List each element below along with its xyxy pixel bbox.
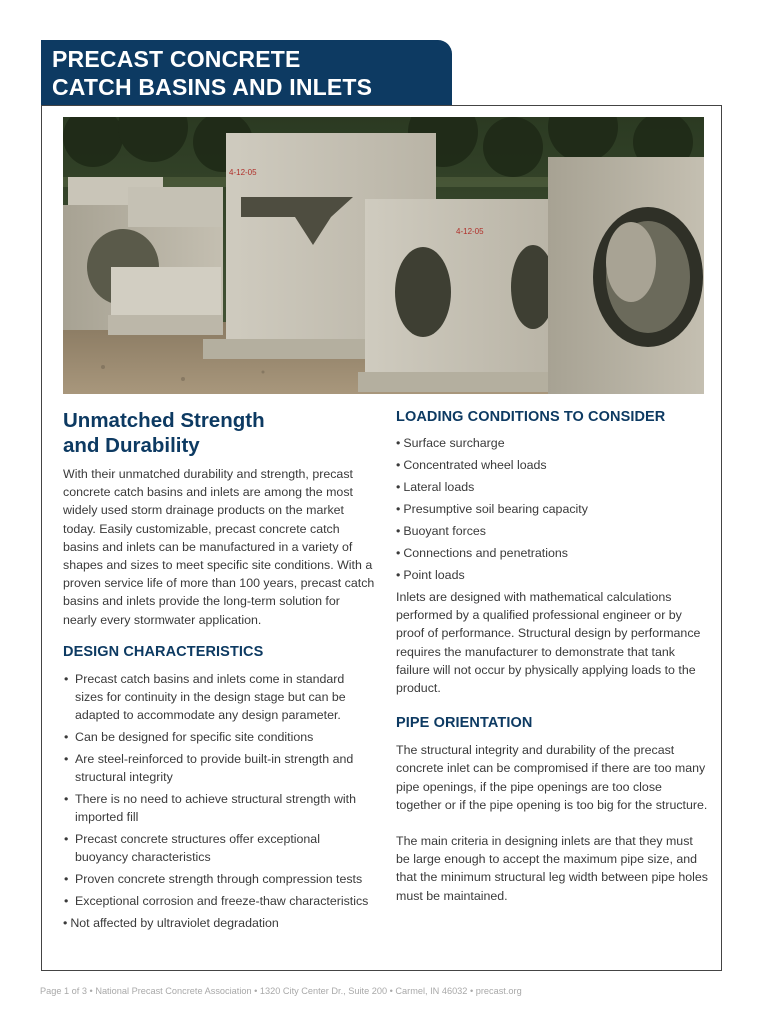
photo-label-2: 4-12-05 [456,227,484,236]
list-item [396,500,708,518]
list-item [396,544,708,562]
main-heading [63,408,375,458]
list-item-text: Lateral loads [403,480,475,494]
main-heading-line-1: Unmatched Strength [63,409,265,432]
loading-paragraph: Inlets are designed with mathematical calculations performed by a qualified professional engineer or by proof of performance. Structural design by performance requires the manufacturer to demonstrate that tank failure will not occur by physically applying loads to the product. [396,590,701,696]
list-item: • Exceptional corrosion and freeze-thaw characteristics [63,892,375,910]
title-line-1: PRECAST CONCRETE [52,46,301,72]
list-item [396,434,708,452]
list-item-text: Point loads [403,568,465,582]
list-item: • Precast catch basins and inlets come in standard sizes for continuity in the design stage but can be adapted to accommodate any design parameter. [63,670,375,724]
title-line-2: CATCH BASINS AND INLETS [52,74,373,100]
design-characteristics-list [63,670,375,932]
bullet-dot: • [396,436,401,450]
list-item [396,456,708,474]
pipe-orientation-heading: PIPE ORIENTATION [396,715,533,732]
bullet-dot: • [63,915,68,930]
right-column [396,408,708,905]
list-item-text: Presumptive soil bearing capacity [403,502,588,516]
bullet-dot: • [396,546,401,560]
list-item-text: Concentrated wheel loads [403,458,547,472]
list-item: • Proven concrete strength through compression tests [63,870,375,888]
list-item: • There is no need to achieve structural strength with imported fill [63,790,375,826]
list-item-text: Not affected by ultraviolet degradation [70,915,279,930]
list-item [396,478,708,496]
list-item-text: Surface surcharge [403,436,505,450]
header-title-banner [41,40,452,105]
left-column [63,408,375,936]
bullet-dot: • [396,458,401,472]
bullet-dot: • [396,502,401,516]
design-characteristics-heading: DESIGN CHARACTERISTICS [63,643,264,660]
list-item-last [63,914,375,932]
list-item: • Can be designed for specific site conditions [63,728,375,746]
list-item [396,522,708,540]
loading-conditions-list [396,434,708,584]
main-heading-line-2: and Durability [63,434,200,457]
pipe-paragraph-1: The structural integrity and durability of the precast concrete inlet can be compromised if there are too many pipe openings, if the pipe openings are too close together or if the pipe opening is too big for the structure. [396,743,708,812]
photo-label-1: 4-12-05 [229,168,257,177]
list-item [396,566,708,584]
list-item-text: Connections and penetrations [403,546,568,560]
catch-basins-photo [63,117,704,394]
intro-paragraph: With their unmatched durability and strength, precast concrete catch basins and inlets are among the most widely used storm drainage products on the market today. Easily customizable, precast concrete catch basins and inlets can be manufactured in a variety of shapes and sizes to meet specific site conditions. With a proven service life of more than 100 years, precast catch basins and inlets provide the long-term solution for nearly every stormwater application. [63,467,375,627]
loading-conditions-heading: LOADING CONDITIONS TO CONSIDER [396,409,666,425]
bullet-dot: • [396,568,401,582]
page-footer: Page 1 of 3 • National Precast Concrete Association • 1320 City Center Dr., Suite 200 • Carmel, IN 46032 • precast.org [40,986,522,996]
pipe-paragraph-2: The main criteria in designing inlets are that they must be large enough to accept the maximum pipe size, and that the minimum structural leg width between pipe holes must be maintained. [396,834,708,903]
list-item-text: Buoyant forces [403,524,486,538]
list-item: • Precast concrete structures offer exceptional buoyancy characteristics [63,830,375,866]
bullet-dot: • [396,524,401,538]
bullet-dot: • [396,480,401,494]
list-item: • Are steel-reinforced to provide built-in strength and structural integrity [63,750,375,786]
